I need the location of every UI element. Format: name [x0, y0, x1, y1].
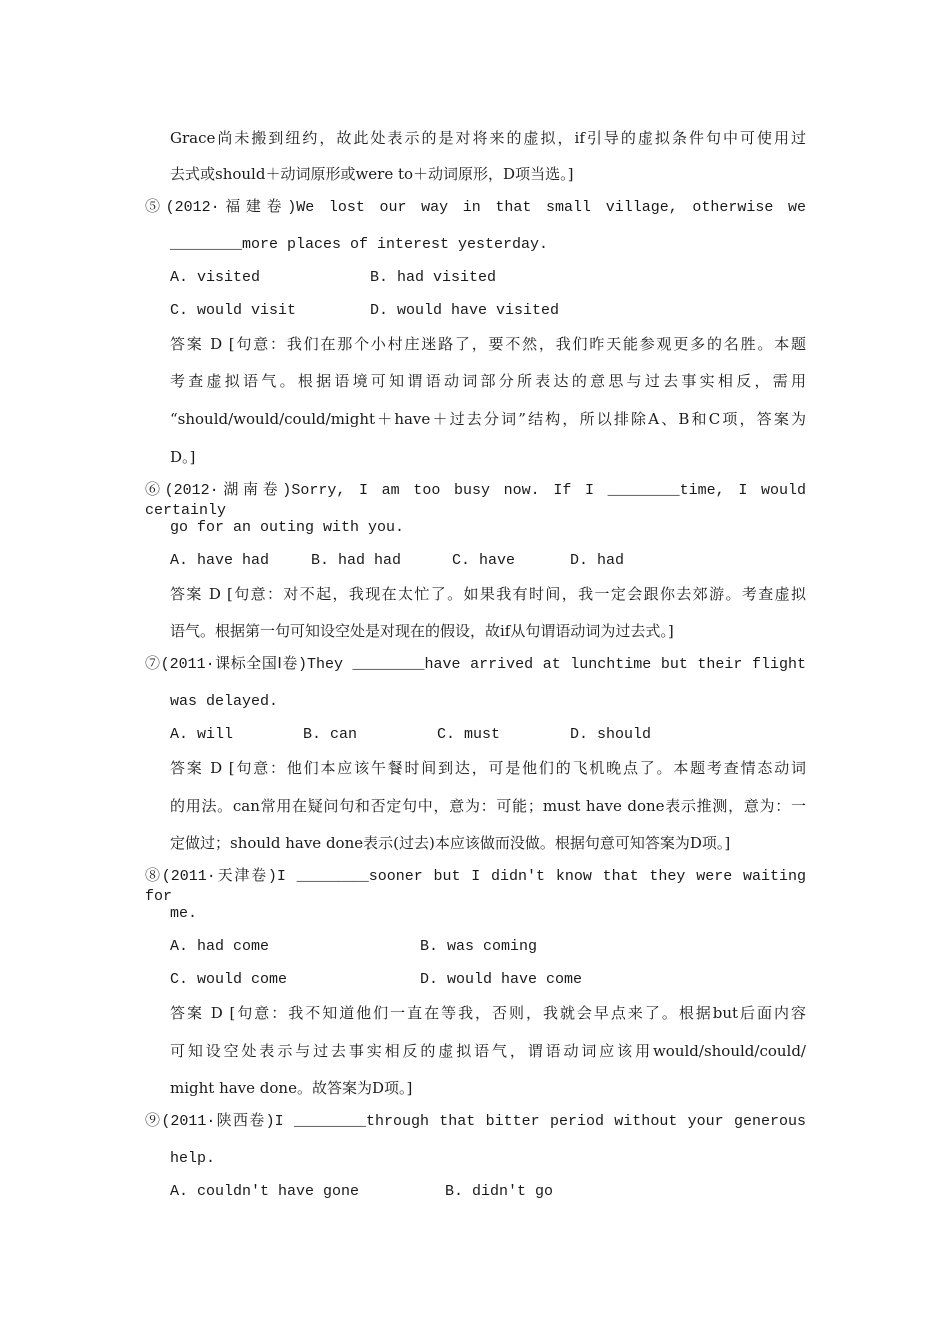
- option-c: C. would visit: [170, 302, 297, 319]
- option-d: D. would have come: [420, 971, 583, 988]
- question-9-stem-cont: help.: [170, 1150, 216, 1167]
- answer-line: 可知设空处表示与过去事实相反的虚拟语气，谓语动词应该用would/should/could/: [170, 1042, 806, 1060]
- answer-line: 答案 D [句意：他们本应该午餐时间到达，可是他们的飞机晚点了。本题考查情态动词: [170, 759, 806, 777]
- option-b: B. can: [303, 726, 358, 743]
- question-8-stem: ⑧(2011·天津卷)I ________sooner but I didn't know that they were waiting for: [145, 868, 806, 905]
- option-d: D. would have visited: [370, 302, 560, 319]
- answer-line: 答案 D [句意：我们在那个小村庄迷路了，要不然，我们昨天能参观更多的名胜。本题: [170, 335, 806, 353]
- option-b: B. had had: [311, 552, 402, 569]
- option-c: C. would come: [170, 971, 288, 988]
- question-9-stem: ⑨(2011·陕西卷)I ________through that bitter period without your generous: [145, 1113, 806, 1130]
- answer-line: 考查虚拟语气。根据语境可知谓语动词部分所表达的意思与过去事实相反，需用: [170, 372, 806, 390]
- question-6-stem-cont: go for an outing with you.: [170, 519, 405, 536]
- answer-line: “should/would/could/might＋have＋过去分词”结构，所以排除A、B和C项，答案为: [170, 410, 806, 428]
- question-7-stem-cont: was delayed.: [170, 693, 279, 710]
- answer-line: 定做过；should have done表示(过去)本应该做而没做。根据句意可知答案为D项。]: [170, 834, 731, 852]
- option-d: D. had: [570, 552, 625, 569]
- option-d: D. should: [570, 726, 652, 743]
- option-c: C. have: [452, 552, 516, 569]
- option-b: B. didn't go: [445, 1183, 554, 1200]
- option-a: A. have had: [170, 552, 270, 569]
- question-8-stem-cont: me.: [170, 905, 198, 922]
- question-7-stem: ⑦(2011·课标全国Ⅰ卷)They ________have arrived at lunchtime but their flight: [145, 656, 806, 673]
- question-5-stem-cont: ________more places of interest yesterday.: [170, 236, 549, 253]
- question-5-stem: ⑤(2012·福建卷)We lost our way in that small village, otherwise we: [145, 199, 806, 216]
- explanation-line: 去式或should＋动词原形或were to＋动词原形，D项当选。]: [170, 165, 574, 183]
- answer-line: 答案 D [句意：我不知道他们一直在等我，否则，我就会早点来了。根据but后面内容: [170, 1004, 806, 1022]
- answer-line: 答案 D [句意：对不起，我现在太忙了。如果我有时间，我一定会跟你去郊游。考查虚拟: [170, 585, 806, 603]
- option-b: B. had visited: [370, 269, 497, 286]
- explanation-line: Grace尚未搬到纽约，故此处表示的是对将来的虚拟，if引导的虚拟条件句中可使用过: [170, 129, 806, 147]
- option-a: A. couldn't have gone: [170, 1183, 360, 1200]
- question-6-stem: ⑥(2012·湖南卷)Sorry, I am too busy now. If I ________time, I would certainly: [145, 482, 806, 519]
- answer-line: might have done。故答案为D项。]: [170, 1079, 413, 1097]
- option-a: A. visited: [170, 269, 261, 286]
- answer-line: 语气。根据第一句可知设空处是对现在的假设，故if从句谓语动词为过去式。]: [170, 622, 674, 640]
- option-b: B. was coming: [420, 938, 538, 955]
- answer-line: 的用法。can常用在疑问句和否定句中，意为：可能；must have done表示推测，意为：一: [170, 797, 806, 815]
- option-c: C. must: [437, 726, 501, 743]
- option-a: A. had come: [170, 938, 270, 955]
- option-a: A. will: [170, 726, 234, 743]
- answer-line: D。]: [170, 448, 196, 466]
